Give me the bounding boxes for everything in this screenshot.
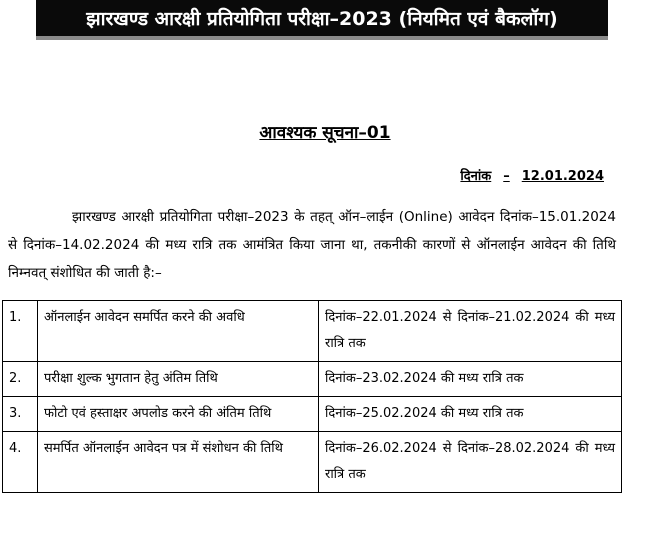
serial-number: 2. <box>3 362 38 397</box>
schedule-item: समर्पित ऑनलाईन आवेदन पत्र में संशोधन की तिथि <box>38 432 319 493</box>
table-row <box>3 362 622 397</box>
date-dash: – <box>503 169 510 184</box>
schedule-item: फोटो एवं हस्ताक्षर अपलोड करने की अंतिम तिथि <box>38 397 319 432</box>
table-row <box>3 397 622 432</box>
schedule-item: परीक्षा शुल्क भुगतान हेतु अंतिम तिथि <box>38 362 319 397</box>
serial-number: 3. <box>3 397 38 432</box>
header-title: झारखण्ड आरक्षी प्रतियोगिता परीक्षा–2023 (नियमित एवं बैकलॉग) <box>86 8 558 30</box>
schedule-item: ऑनलाईन आवेदन समर्पित करने की अवधि <box>38 301 319 362</box>
serial-number: 4. <box>3 432 38 493</box>
schedule-date: दिनांक–26.02.2024 से दिनांक–28.02.2024 की मध्य रात्रि तक <box>319 432 622 493</box>
header-title-bar <box>36 0 608 40</box>
serial-number: 1. <box>3 301 38 362</box>
table-row <box>3 301 622 362</box>
notice-body: झारखण्ड आरक्षी प्रतियोगिता परीक्षा–2023 के तहत् ऑन–लाईन (Online) आवेदन दिनांक–15.01.2024 से दिनांक–14.02.2024 की मध्य रात्रि तक आमंत्रित किया जाना था, तकनीकी कारणों से ऑनलाईन आवेदन की तिथि निम्नवत् संशोधित की जाती है:– <box>8 209 616 281</box>
notice-title: आवश्यक सूचना–01 <box>259 123 391 143</box>
schedule-table <box>2 300 622 493</box>
schedule-date: दिनांक–22.01.2024 से दिनांक–21.02.2024 की मध्य रात्रि तक <box>319 301 622 362</box>
schedule-date: दिनांक–23.02.2024 की मध्य रात्रि तक <box>319 362 622 397</box>
notice-date <box>454 166 610 184</box>
date-value: 12.01.2024 <box>521 169 604 184</box>
table-row <box>3 432 622 493</box>
date-label: दिनांक <box>460 169 492 184</box>
schedule-date: दिनांक–25.02.2024 की मध्य रात्रि तक <box>319 397 622 432</box>
